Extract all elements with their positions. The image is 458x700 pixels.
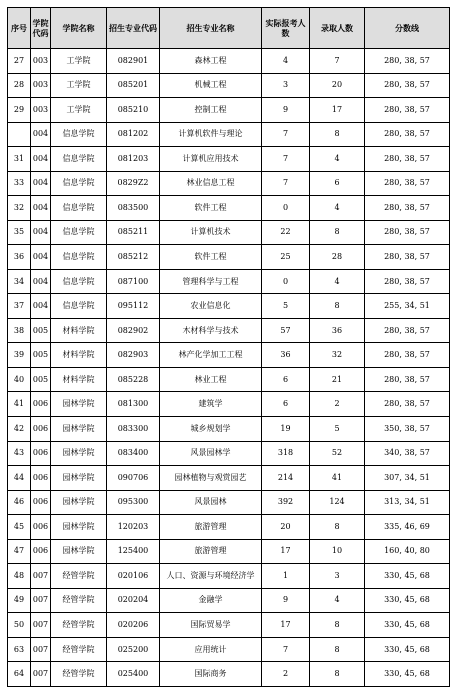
header-admitted: 录取人数: [310, 8, 365, 49]
cell-major-code: 020204: [107, 588, 160, 613]
cell-admitted: 28: [310, 245, 365, 270]
cell-college-name: 信息学院: [51, 171, 107, 196]
cell-seq: 49: [8, 588, 31, 613]
cell-college-code: 004: [31, 147, 51, 172]
cell-score-line: 335, 46, 69: [365, 515, 450, 540]
cell-seq: 29: [8, 98, 31, 123]
cell-applicants: 214: [262, 466, 310, 491]
cell-admitted: 7: [310, 49, 365, 74]
table-row: [8, 122, 450, 147]
cell-college-name: 经管学院: [51, 613, 107, 638]
cell-major-name: 农业信息化: [160, 294, 262, 319]
cell-major-code: 082902: [107, 318, 160, 343]
cell-admitted: 4: [310, 588, 365, 613]
cell-college-name: 经管学院: [51, 564, 107, 589]
cell-college-code: 006: [31, 466, 51, 491]
cell-major-code: 085212: [107, 245, 160, 270]
cell-applicants: 0: [262, 196, 310, 221]
cell-college-code: 004: [31, 245, 51, 270]
header-seq: 序号: [8, 8, 31, 49]
cell-college-name: 园林学院: [51, 515, 107, 540]
table-row: [8, 147, 450, 172]
table-row: [8, 490, 450, 515]
cell-major-code: 125400: [107, 539, 160, 564]
cell-score-line: 330, 45, 68: [365, 637, 450, 662]
cell-applicants: 17: [262, 539, 310, 564]
cell-college-code: 005: [31, 343, 51, 368]
cell-major-name: 人口、资源与环境经济学: [160, 564, 262, 589]
cell-score-line: 280, 38, 57: [365, 220, 450, 245]
cell-applicants: 17: [262, 613, 310, 638]
cell-seq: 41: [8, 392, 31, 417]
cell-applicants: 9: [262, 98, 310, 123]
cell-major-name: 城乡规划学: [160, 416, 262, 441]
cell-college-code: 004: [31, 171, 51, 196]
cell-score-line: 280, 38, 57: [365, 49, 450, 74]
cell-admitted: 4: [310, 269, 365, 294]
cell-major-code: 083400: [107, 441, 160, 466]
cell-score-line: 330, 45, 68: [365, 613, 450, 638]
cell-major-name: 风景园林: [160, 490, 262, 515]
cell-admitted: 3: [310, 564, 365, 589]
cell-score-line: 280, 38, 57: [365, 147, 450, 172]
cell-major-code: 020206: [107, 613, 160, 638]
table-body: [8, 49, 450, 687]
cell-admitted: 8: [310, 294, 365, 319]
cell-major-code: 081300: [107, 392, 160, 417]
cell-applicants: 3: [262, 73, 310, 98]
cell-applicants: 0: [262, 269, 310, 294]
cell-admitted: 8: [310, 637, 365, 662]
cell-seq: 32: [8, 196, 31, 221]
cell-admitted: 41: [310, 466, 365, 491]
cell-major-name: 计算机应用技术: [160, 147, 262, 172]
cell-college-code: 007: [31, 637, 51, 662]
cell-applicants: 7: [262, 637, 310, 662]
cell-seq: 64: [8, 662, 31, 687]
cell-major-name: 国际商务: [160, 662, 262, 687]
cell-major-code: 020106: [107, 564, 160, 589]
table-row: [8, 269, 450, 294]
cell-seq: 40: [8, 367, 31, 392]
cell-applicants: 7: [262, 122, 310, 147]
cell-seq: 39: [8, 343, 31, 368]
table-row: [8, 588, 450, 613]
cell-college-name: 工学院: [51, 49, 107, 74]
table-row: [8, 73, 450, 98]
cell-college-code: 006: [31, 392, 51, 417]
cell-major-code: 082901: [107, 49, 160, 74]
cell-college-name: 园林学院: [51, 466, 107, 491]
cell-major-code: 090706: [107, 466, 160, 491]
cell-major-name: 应用统计: [160, 637, 262, 662]
cell-applicants: 20: [262, 515, 310, 540]
table-row: [8, 171, 450, 196]
cell-college-code: 003: [31, 49, 51, 74]
cell-score-line: 255, 34, 51: [365, 294, 450, 319]
cell-seq: 43: [8, 441, 31, 466]
cell-applicants: 57: [262, 318, 310, 343]
cell-seq: 46: [8, 490, 31, 515]
cell-college-code: 006: [31, 441, 51, 466]
cell-seq: 63: [8, 637, 31, 662]
cell-score-line: 330, 45, 68: [365, 662, 450, 687]
cell-seq: 38: [8, 318, 31, 343]
cell-college-code: 007: [31, 613, 51, 638]
cell-major-code: 085210: [107, 98, 160, 123]
cell-major-code: 081203: [107, 147, 160, 172]
cell-admitted: 5: [310, 416, 365, 441]
cell-major-name: 软件工程: [160, 245, 262, 270]
cell-score-line: 313, 34, 51: [365, 490, 450, 515]
table-row: [8, 98, 450, 123]
cell-admitted: 10: [310, 539, 365, 564]
cell-major-name: 旅游管理: [160, 539, 262, 564]
cell-applicants: 2: [262, 662, 310, 687]
table-row: [8, 318, 450, 343]
cell-college-name: 经管学院: [51, 588, 107, 613]
cell-seq: 27: [8, 49, 31, 74]
cell-major-code: 085228: [107, 367, 160, 392]
cell-college-code: 006: [31, 539, 51, 564]
header-row: [8, 8, 450, 49]
cell-applicants: 22: [262, 220, 310, 245]
cell-major-code: 081202: [107, 122, 160, 147]
cell-major-code: 083300: [107, 416, 160, 441]
cell-major-name: 计算机技术: [160, 220, 262, 245]
cell-college-code: 007: [31, 662, 51, 687]
cell-score-line: 280, 38, 57: [365, 318, 450, 343]
cell-college-code: 004: [31, 269, 51, 294]
cell-admitted: 8: [310, 220, 365, 245]
cell-admitted: 8: [310, 515, 365, 540]
cell-major-name: 林产化学加工工程: [160, 343, 262, 368]
cell-college-name: 信息学院: [51, 122, 107, 147]
cell-seq: 45: [8, 515, 31, 540]
cell-admitted: 6: [310, 171, 365, 196]
cell-applicants: 7: [262, 147, 310, 172]
cell-college-name: 园林学院: [51, 416, 107, 441]
table-row: [8, 637, 450, 662]
table-row: [8, 245, 450, 270]
header-college-code: 学院代码: [31, 8, 51, 49]
cell-college-code: 005: [31, 367, 51, 392]
table-row: [8, 196, 450, 221]
cell-admitted: 8: [310, 613, 365, 638]
cell-college-name: 信息学院: [51, 294, 107, 319]
cell-seq: 35: [8, 220, 31, 245]
cell-major-code: 120203: [107, 515, 160, 540]
cell-college-name: 园林学院: [51, 441, 107, 466]
header-score-line: 分数线: [365, 8, 450, 49]
cell-seq: 33: [8, 171, 31, 196]
cell-major-code: 083500: [107, 196, 160, 221]
cell-college-code: 007: [31, 588, 51, 613]
cell-major-name: 建筑学: [160, 392, 262, 417]
table-row: [8, 564, 450, 589]
cell-college-code: 004: [31, 220, 51, 245]
cell-college-code: 004: [31, 294, 51, 319]
cell-score-line: 280, 38, 57: [365, 122, 450, 147]
header-applicants: 实际报考人数: [262, 8, 310, 49]
cell-major-name: 管理科学与工程: [160, 269, 262, 294]
cell-score-line: 350, 38, 57: [365, 416, 450, 441]
cell-score-line: 280, 38, 57: [365, 98, 450, 123]
table-row: [8, 613, 450, 638]
cell-major-code: 095300: [107, 490, 160, 515]
cell-college-code: 006: [31, 416, 51, 441]
cell-seq: 44: [8, 466, 31, 491]
cell-score-line: 340, 38, 57: [365, 441, 450, 466]
header-college-name: 学院名称: [51, 8, 107, 49]
admission-table: [7, 7, 450, 687]
cell-college-name: 材料学院: [51, 367, 107, 392]
cell-college-name: 园林学院: [51, 392, 107, 417]
cell-major-name: 控制工程: [160, 98, 262, 123]
cell-seq: 48: [8, 564, 31, 589]
cell-applicants: 318: [262, 441, 310, 466]
cell-college-name: 材料学院: [51, 318, 107, 343]
cell-college-name: 信息学院: [51, 220, 107, 245]
header-major-code: 招生专业代码: [107, 8, 160, 49]
cell-college-name: 经管学院: [51, 662, 107, 687]
cell-major-name: 金融学: [160, 588, 262, 613]
cell-admitted: 2: [310, 392, 365, 417]
cell-college-name: 材料学院: [51, 343, 107, 368]
cell-score-line: 280, 38, 57: [365, 392, 450, 417]
cell-applicants: 19: [262, 416, 310, 441]
cell-college-name: 工学院: [51, 98, 107, 123]
cell-college-code: 007: [31, 564, 51, 589]
cell-admitted: 20: [310, 73, 365, 98]
cell-major-name: 林业信息工程: [160, 171, 262, 196]
cell-college-code: 005: [31, 318, 51, 343]
cell-admitted: 36: [310, 318, 365, 343]
table-row: [8, 220, 450, 245]
cell-major-name: 计算机软件与理论: [160, 122, 262, 147]
table-row: [8, 515, 450, 540]
cell-admitted: 4: [310, 196, 365, 221]
cell-major-code: 085201: [107, 73, 160, 98]
cell-seq: 47: [8, 539, 31, 564]
cell-seq: 42: [8, 416, 31, 441]
table-row: [8, 539, 450, 564]
cell-score-line: 280, 38, 57: [365, 343, 450, 368]
table-row: [8, 343, 450, 368]
cell-admitted: 32: [310, 343, 365, 368]
cell-major-name: 国际贸易学: [160, 613, 262, 638]
cell-applicants: 6: [262, 392, 310, 417]
cell-major-name: 林业工程: [160, 367, 262, 392]
cell-college-code: 003: [31, 98, 51, 123]
cell-admitted: 8: [310, 662, 365, 687]
table-row: [8, 367, 450, 392]
cell-major-name: 机械工程: [160, 73, 262, 98]
cell-score-line: 280, 38, 57: [365, 171, 450, 196]
cell-major-name: 木材科学与技术: [160, 318, 262, 343]
cell-score-line: 280, 38, 57: [365, 269, 450, 294]
cell-admitted: 4: [310, 147, 365, 172]
cell-applicants: 4: [262, 49, 310, 74]
cell-college-name: 信息学院: [51, 147, 107, 172]
cell-admitted: 17: [310, 98, 365, 123]
cell-applicants: 36: [262, 343, 310, 368]
cell-score-line: 307, 34, 51: [365, 466, 450, 491]
cell-college-name: 工学院: [51, 73, 107, 98]
cell-major-name: 森林工程: [160, 49, 262, 74]
cell-college-name: 园林学院: [51, 539, 107, 564]
cell-college-code: 004: [31, 196, 51, 221]
cell-major-code: 025400: [107, 662, 160, 687]
cell-college-name: 信息学院: [51, 196, 107, 221]
table-row: [8, 662, 450, 687]
cell-score-line: 280, 38, 57: [365, 196, 450, 221]
cell-score-line: 160, 40, 80: [365, 539, 450, 564]
cell-college-name: 信息学院: [51, 269, 107, 294]
cell-major-code: 082903: [107, 343, 160, 368]
cell-college-name: 经管学院: [51, 637, 107, 662]
cell-applicants: 1: [262, 564, 310, 589]
cell-major-code: 085211: [107, 220, 160, 245]
cell-major-name: 软件工程: [160, 196, 262, 221]
cell-college-name: 园林学院: [51, 490, 107, 515]
cell-score-line: 280, 38, 57: [365, 367, 450, 392]
cell-applicants: 9: [262, 588, 310, 613]
cell-college-code: 004: [31, 122, 51, 147]
cell-seq: 50: [8, 613, 31, 638]
cell-seq: 31: [8, 147, 31, 172]
cell-score-line: 330, 45, 68: [365, 588, 450, 613]
cell-major-code: 025200: [107, 637, 160, 662]
cell-college-name: 信息学院: [51, 245, 107, 270]
header-major-name: 招生专业名称: [160, 8, 262, 49]
table-row: [8, 466, 450, 491]
cell-admitted: 8: [310, 122, 365, 147]
cell-major-name: 园林植物与观赏园艺: [160, 466, 262, 491]
cell-seq: 34: [8, 269, 31, 294]
table-row: [8, 441, 450, 466]
cell-major-code: 087100: [107, 269, 160, 294]
cell-applicants: 392: [262, 490, 310, 515]
cell-seq: 37: [8, 294, 31, 319]
cell-major-name: 风景园林学: [160, 441, 262, 466]
cell-major-code: 095112: [107, 294, 160, 319]
cell-admitted: 124: [310, 490, 365, 515]
cell-score-line: 280, 38, 57: [365, 245, 450, 270]
cell-college-code: 006: [31, 490, 51, 515]
table-row: [8, 392, 450, 417]
cell-score-line: 280, 38, 57: [365, 73, 450, 98]
cell-score-line: 330, 45, 68: [365, 564, 450, 589]
cell-admitted: 21: [310, 367, 365, 392]
cell-college-code: 006: [31, 515, 51, 540]
table-row: [8, 416, 450, 441]
cell-seq: [8, 122, 31, 147]
cell-applicants: 6: [262, 367, 310, 392]
cell-applicants: 5: [262, 294, 310, 319]
cell-seq: 28: [8, 73, 31, 98]
table-row: [8, 49, 450, 74]
cell-major-name: 旅游管理: [160, 515, 262, 540]
cell-major-code: 0829Z2: [107, 171, 160, 196]
cell-seq: 36: [8, 245, 31, 270]
cell-college-code: 003: [31, 73, 51, 98]
table-row: [8, 294, 450, 319]
cell-applicants: 25: [262, 245, 310, 270]
cell-admitted: 52: [310, 441, 365, 466]
cell-applicants: 7: [262, 171, 310, 196]
